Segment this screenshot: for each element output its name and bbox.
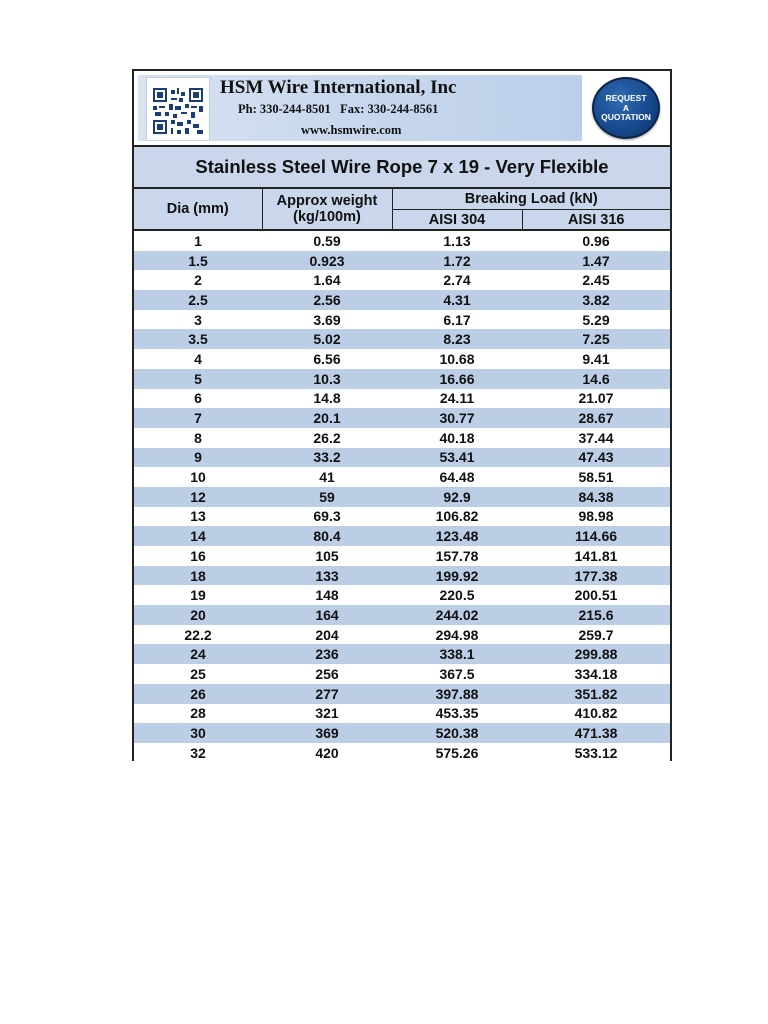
weight-header-line1: Approx weight bbox=[276, 193, 378, 209]
cell-aisi-304: 10.68 bbox=[392, 349, 522, 369]
cell-aisi-316: 351.82 bbox=[522, 684, 670, 704]
cell-aisi-304: 64.48 bbox=[392, 467, 522, 487]
table-row bbox=[134, 270, 670, 290]
cell-aisi-304: 8.23 bbox=[392, 329, 522, 349]
cell-aisi-304: 294.98 bbox=[392, 625, 522, 645]
table-row bbox=[134, 389, 670, 409]
cell-diameter: 5 bbox=[134, 369, 262, 389]
cell-diameter: 1.5 bbox=[134, 251, 262, 271]
cell-weight: 2.56 bbox=[262, 290, 392, 310]
cell-diameter: 1 bbox=[134, 230, 262, 251]
table-row bbox=[134, 310, 670, 330]
cell-aisi-316: 3.82 bbox=[522, 290, 670, 310]
wire-rope-spec-table bbox=[134, 189, 670, 763]
cell-aisi-316: 471.38 bbox=[522, 723, 670, 743]
datasheet bbox=[132, 69, 672, 761]
table-row bbox=[134, 605, 670, 625]
table-row bbox=[134, 349, 670, 369]
table-row bbox=[134, 487, 670, 507]
column-header-aisi-316: AISI 316 bbox=[522, 210, 670, 231]
cell-aisi-316: 410.82 bbox=[522, 704, 670, 724]
cell-diameter: 22.2 bbox=[134, 625, 262, 645]
cell-aisi-316: 334.18 bbox=[522, 664, 670, 684]
cell-diameter: 18 bbox=[134, 566, 262, 586]
cell-aisi-304: 30.77 bbox=[392, 408, 522, 428]
table-title: Stainless Steel Wire Rope 7 x 19 - Very Flexible bbox=[134, 147, 670, 189]
cell-diameter: 7 bbox=[134, 408, 262, 428]
cell-aisi-316: 28.67 bbox=[522, 408, 670, 428]
cell-weight: 26.2 bbox=[262, 428, 392, 448]
table-row bbox=[134, 566, 670, 586]
cell-weight: 41 bbox=[262, 467, 392, 487]
contact-line bbox=[238, 102, 438, 117]
cell-diameter: 32 bbox=[134, 743, 262, 763]
cell-weight: 164 bbox=[262, 605, 392, 625]
cell-diameter: 3.5 bbox=[134, 329, 262, 349]
table-row bbox=[134, 546, 670, 566]
cell-aisi-304: 24.11 bbox=[392, 389, 522, 409]
cell-aisi-316: 84.38 bbox=[522, 487, 670, 507]
cell-aisi-304: 220.5 bbox=[392, 585, 522, 605]
cell-weight: 0.923 bbox=[262, 251, 392, 271]
cell-diameter: 20 bbox=[134, 605, 262, 625]
cell-aisi-316: 9.41 bbox=[522, 349, 670, 369]
cell-diameter: 9 bbox=[134, 448, 262, 468]
table-row bbox=[134, 644, 670, 664]
cell-diameter: 28 bbox=[134, 704, 262, 724]
cell-aisi-316: 98.98 bbox=[522, 507, 670, 527]
table-row bbox=[134, 251, 670, 271]
quote-button-line: REQUEST bbox=[605, 93, 647, 103]
table-row bbox=[134, 467, 670, 487]
cell-diameter: 10 bbox=[134, 467, 262, 487]
cell-aisi-304: 157.78 bbox=[392, 546, 522, 566]
cell-aisi-304: 40.18 bbox=[392, 428, 522, 448]
cell-aisi-304: 199.92 bbox=[392, 566, 522, 586]
table-row bbox=[134, 369, 670, 389]
cell-weight: 369 bbox=[262, 723, 392, 743]
table-row bbox=[134, 664, 670, 684]
cell-aisi-316: 200.51 bbox=[522, 585, 670, 605]
table-row bbox=[134, 684, 670, 704]
cell-aisi-316: 259.7 bbox=[522, 625, 670, 645]
cell-diameter: 24 bbox=[134, 644, 262, 664]
cell-weight: 0.59 bbox=[262, 230, 392, 251]
company-name: HSM Wire International, Inc bbox=[220, 77, 457, 98]
cell-aisi-316: 0.96 bbox=[522, 230, 670, 251]
cell-aisi-304: 6.17 bbox=[392, 310, 522, 330]
cell-aisi-304: 397.88 bbox=[392, 684, 522, 704]
table-row bbox=[134, 428, 670, 448]
table-row bbox=[134, 723, 670, 743]
cell-aisi-316: 299.88 bbox=[522, 644, 670, 664]
qr-code-icon[interactable] bbox=[146, 77, 210, 141]
cell-aisi-304: 1.13 bbox=[392, 230, 522, 251]
cell-aisi-316: 215.6 bbox=[522, 605, 670, 625]
cell-weight: 20.1 bbox=[262, 408, 392, 428]
weight-header-line2: (kg/100m) bbox=[293, 209, 361, 225]
cell-diameter: 2.5 bbox=[134, 290, 262, 310]
cell-aisi-316: 21.07 bbox=[522, 389, 670, 409]
cell-weight: 59 bbox=[262, 487, 392, 507]
table-row bbox=[134, 329, 670, 349]
cell-aisi-304: 92.9 bbox=[392, 487, 522, 507]
column-header-aisi-304: AISI 304 bbox=[392, 210, 522, 231]
cell-weight: 420 bbox=[262, 743, 392, 763]
table-row bbox=[134, 507, 670, 527]
quote-button-line: QUOTATION bbox=[601, 112, 651, 122]
cell-diameter: 12 bbox=[134, 487, 262, 507]
table-row bbox=[134, 585, 670, 605]
column-header-weight bbox=[262, 189, 392, 230]
table-row bbox=[134, 526, 670, 546]
cell-diameter: 16 bbox=[134, 546, 262, 566]
cell-aisi-316: 1.47 bbox=[522, 251, 670, 271]
fax-number: Fax: 330-244-8561 bbox=[340, 102, 439, 116]
cell-aisi-304: 123.48 bbox=[392, 526, 522, 546]
cell-weight: 105 bbox=[262, 546, 392, 566]
cell-weight: 321 bbox=[262, 704, 392, 724]
table-body bbox=[134, 230, 670, 763]
cell-weight: 10.3 bbox=[262, 369, 392, 389]
table-row bbox=[134, 448, 670, 468]
column-header-breaking-load: Breaking Load (kN) bbox=[392, 189, 670, 210]
cell-aisi-304: 53.41 bbox=[392, 448, 522, 468]
cell-aisi-316: 37.44 bbox=[522, 428, 670, 448]
cell-weight: 14.8 bbox=[262, 389, 392, 409]
banner-background bbox=[138, 75, 582, 141]
table-row bbox=[134, 625, 670, 645]
cell-aisi-304: 4.31 bbox=[392, 290, 522, 310]
table-row bbox=[134, 230, 670, 251]
cell-diameter: 30 bbox=[134, 723, 262, 743]
cell-aisi-304: 520.38 bbox=[392, 723, 522, 743]
cell-aisi-316: 47.43 bbox=[522, 448, 670, 468]
company-banner bbox=[134, 71, 670, 147]
cell-weight: 80.4 bbox=[262, 526, 392, 546]
cell-aisi-304: 453.35 bbox=[392, 704, 522, 724]
cell-diameter: 2 bbox=[134, 270, 262, 290]
cell-diameter: 19 bbox=[134, 585, 262, 605]
cell-aisi-316: 2.45 bbox=[522, 270, 670, 290]
table-row bbox=[134, 408, 670, 428]
cell-diameter: 4 bbox=[134, 349, 262, 369]
cell-weight: 148 bbox=[262, 585, 392, 605]
column-header-diameter: Dia (mm) bbox=[134, 189, 262, 230]
quote-button-line: A bbox=[622, 102, 630, 113]
cell-aisi-316: 177.38 bbox=[522, 566, 670, 586]
qr-code-graphic bbox=[153, 88, 203, 134]
cell-weight: 69.3 bbox=[262, 507, 392, 527]
cell-aisi-304: 367.5 bbox=[392, 664, 522, 684]
table-row bbox=[134, 704, 670, 724]
cell-weight: 5.02 bbox=[262, 329, 392, 349]
cell-weight: 133 bbox=[262, 566, 392, 586]
cell-weight: 1.64 bbox=[262, 270, 392, 290]
cell-weight: 204 bbox=[262, 625, 392, 645]
cell-aisi-304: 16.66 bbox=[392, 369, 522, 389]
cell-aisi-316: 14.6 bbox=[522, 369, 670, 389]
cell-aisi-304: 338.1 bbox=[392, 644, 522, 664]
cell-aisi-304: 1.72 bbox=[392, 251, 522, 271]
cell-aisi-316: 58.51 bbox=[522, 467, 670, 487]
cell-diameter: 3 bbox=[134, 310, 262, 330]
cell-diameter: 25 bbox=[134, 664, 262, 684]
cell-diameter: 13 bbox=[134, 507, 262, 527]
cell-weight: 277 bbox=[262, 684, 392, 704]
cell-aisi-316: 5.29 bbox=[522, 310, 670, 330]
cell-aisi-304: 244.02 bbox=[392, 605, 522, 625]
cell-weight: 3.69 bbox=[262, 310, 392, 330]
cell-aisi-304: 106.82 bbox=[392, 507, 522, 527]
website-link[interactable]: www.hsmwire.com bbox=[301, 123, 402, 137]
cell-diameter: 14 bbox=[134, 526, 262, 546]
cell-aisi-316: 141.81 bbox=[522, 546, 670, 566]
phone-number: Ph: 330-244-8501 bbox=[238, 102, 331, 116]
cell-weight: 6.56 bbox=[262, 349, 392, 369]
table-row bbox=[134, 743, 670, 763]
cell-weight: 33.2 bbox=[262, 448, 392, 468]
cell-weight: 256 bbox=[262, 664, 392, 684]
cell-aisi-316: 7.25 bbox=[522, 329, 670, 349]
cell-diameter: 8 bbox=[134, 428, 262, 448]
cell-aisi-304: 575.26 bbox=[392, 743, 522, 763]
cell-aisi-316: 533.12 bbox=[522, 743, 670, 763]
request-quotation-button[interactable] bbox=[592, 77, 660, 139]
cell-aisi-304: 2.74 bbox=[392, 270, 522, 290]
cell-aisi-316: 114.66 bbox=[522, 526, 670, 546]
table-row bbox=[134, 290, 670, 310]
cell-weight: 236 bbox=[262, 644, 392, 664]
cell-diameter: 26 bbox=[134, 684, 262, 704]
cell-diameter: 6 bbox=[134, 389, 262, 409]
